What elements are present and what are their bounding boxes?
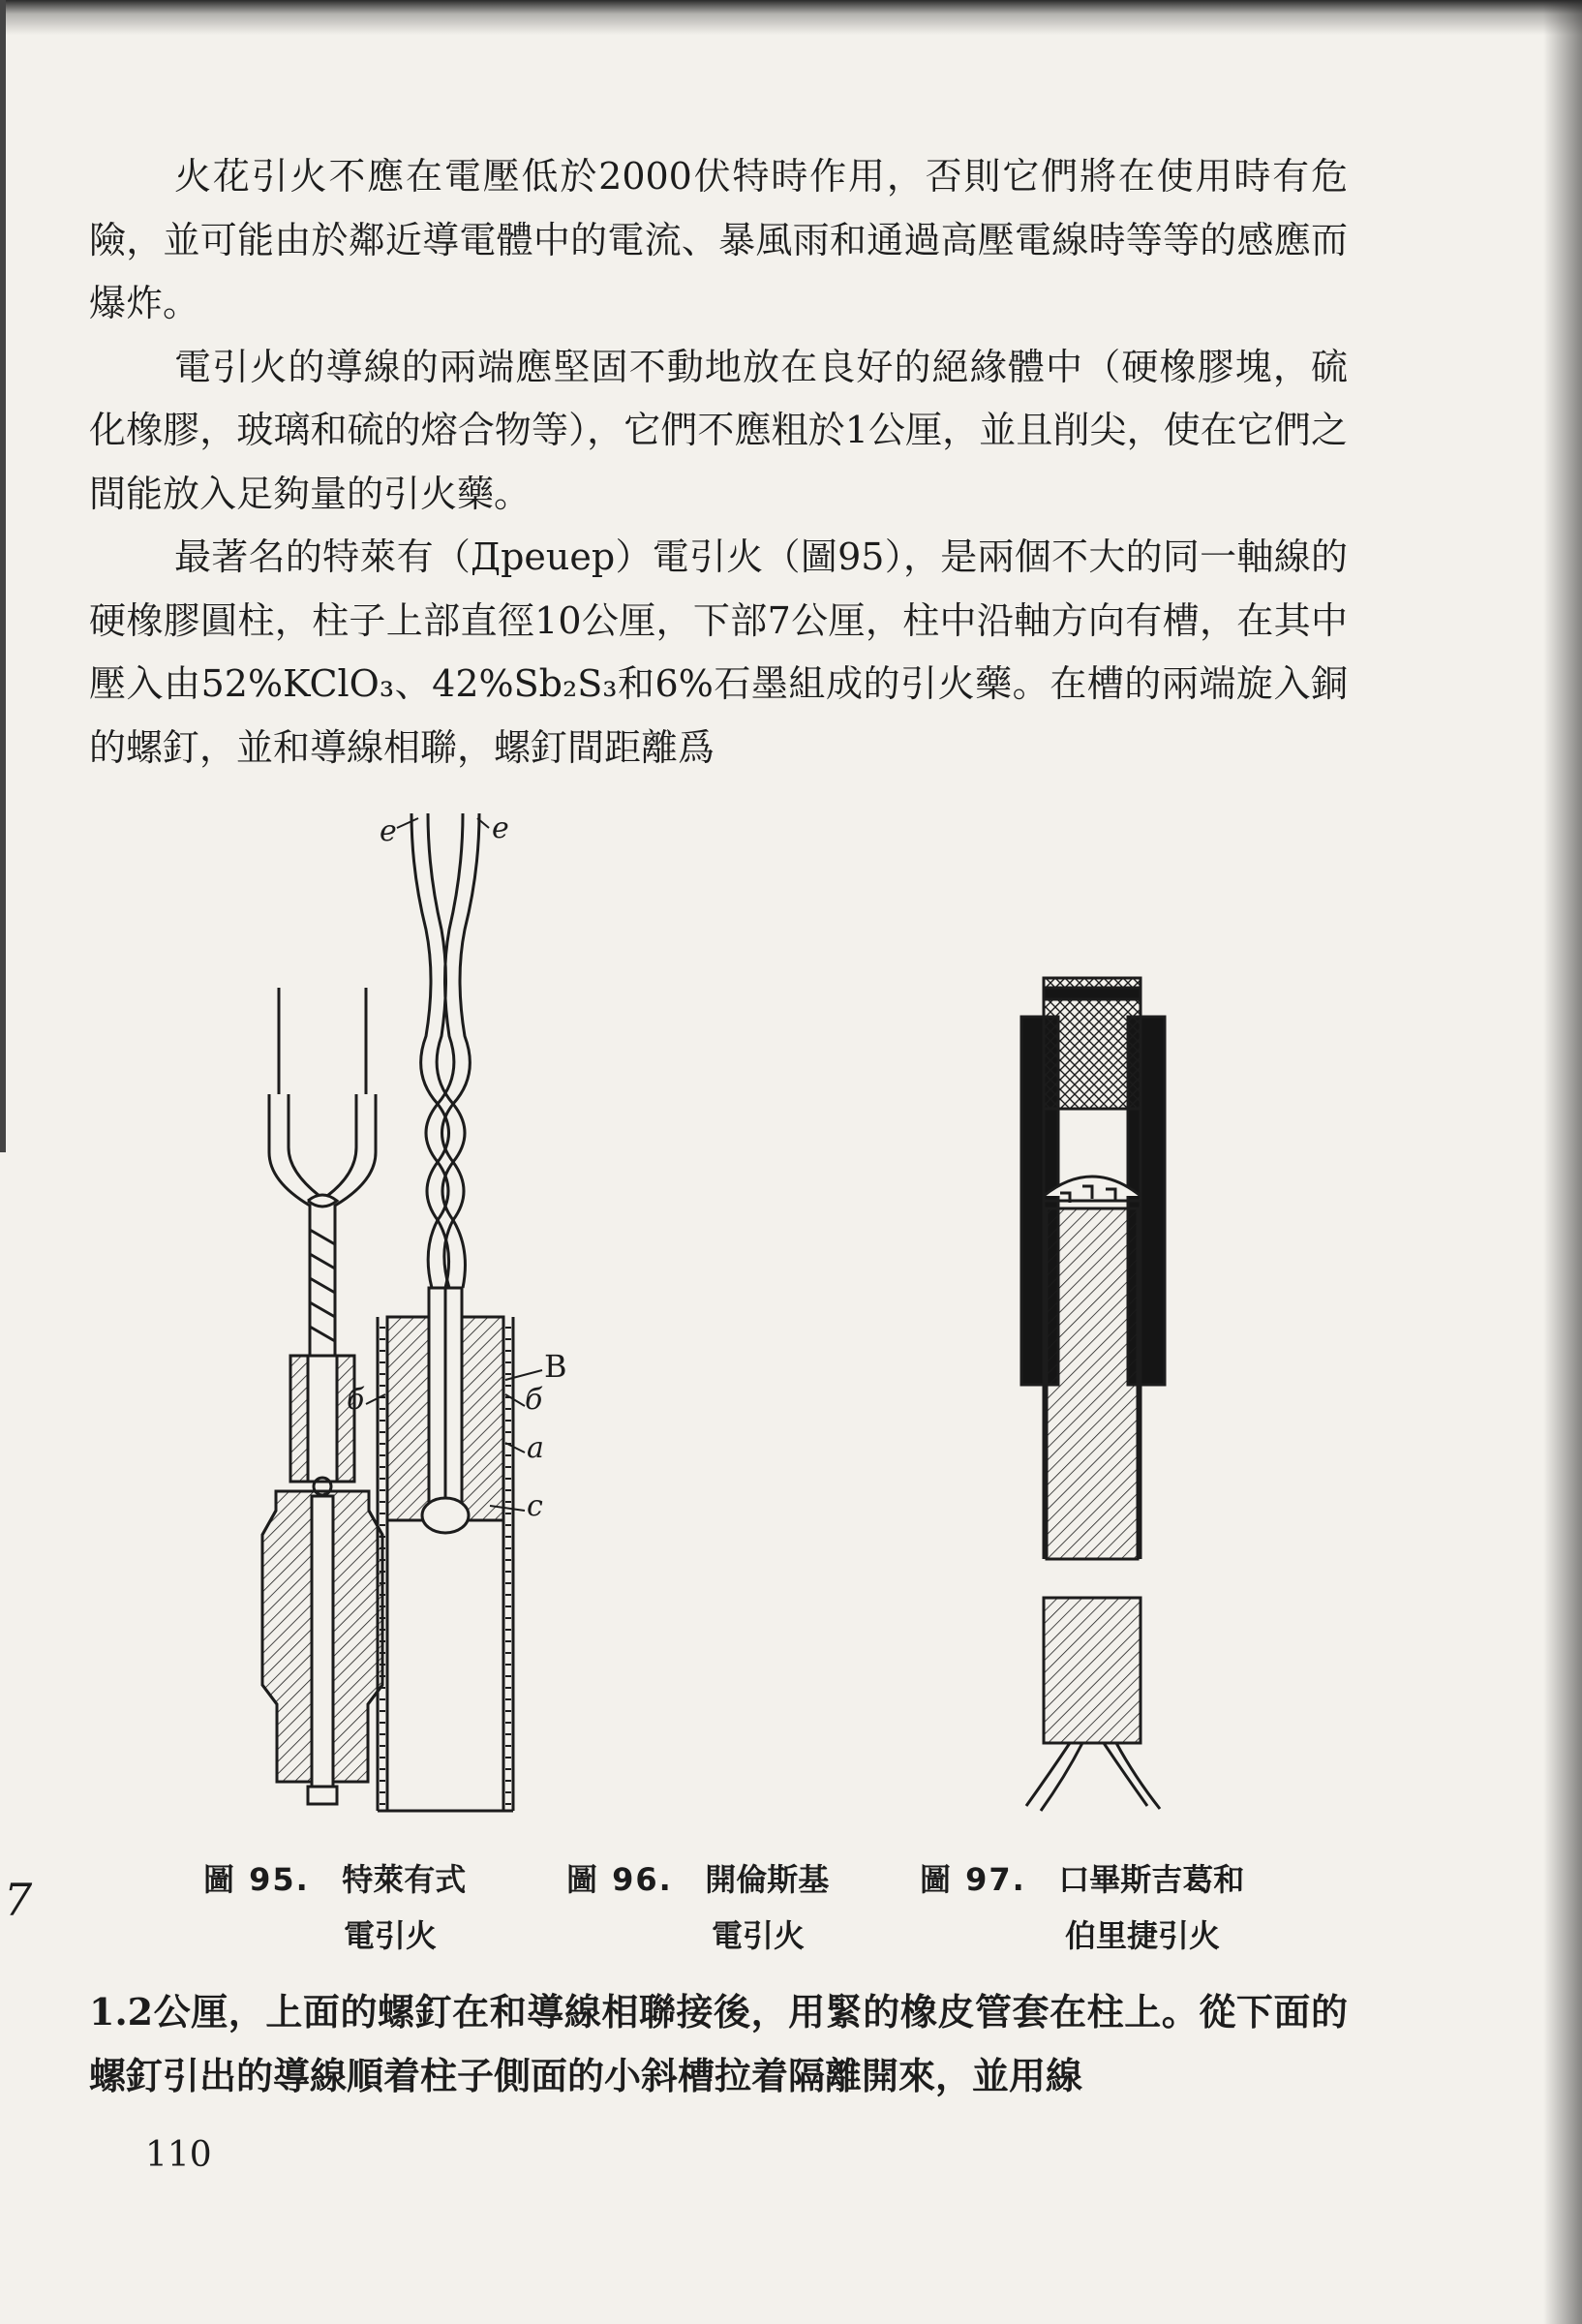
label-b-right: б: [525, 1383, 543, 1417]
figure-97-drawing: [1021, 978, 1165, 1811]
page-edge-shadow-left: [0, 0, 6, 1152]
caption-figure-97: [920, 1851, 1244, 1964]
label-B: B: [544, 1348, 567, 1385]
paragraph-1: 火花引火不應在電壓低於2000伏特時作用，否則它們將在使用時有危險，並可能由於鄰近導電體中的電流、暴風雨和通過高壓電線時等等的感應而爆炸。: [89, 155, 1348, 324]
caption-97-line1: 口畢斯吉葛和: [1058, 1861, 1245, 1898]
page-edge-shadow-top: [0, 0, 1582, 35]
caption-95-number: 圖 95.: [203, 1861, 310, 1898]
margin-pencil-mark: 7: [4, 1874, 33, 1926]
label-b-left: б: [347, 1383, 365, 1417]
figures-svg: [252, 813, 1355, 1820]
caption-figure-95: [203, 1851, 466, 1964]
caption-97-number: 圖 97.: [920, 1861, 1026, 1898]
label-a: a: [527, 1431, 544, 1465]
caption-97-line2: 伯里捷引火: [1065, 1917, 1221, 1954]
label-c: c: [527, 1489, 543, 1523]
body-text-bottom: [89, 1980, 1348, 2107]
caption-figure-96: [566, 1851, 829, 1964]
figure-96-drawing: [366, 813, 542, 1811]
paragraph-3: 最著名的特萊有（Дреuер）電引火（圖95），是兩個不大的同一軸線的硬橡膠圓柱，柱子上部直徑10公厘，下部7公厘，柱中沿軸方向有槽，在其中壓入由52%KClO₃、42%Sb₂S₃和6%石墨組成的引火藥。在槽的兩端旋入銅的螺釘，並和導線相聯，螺釘間距離爲: [89, 535, 1348, 769]
caption-96-line1: 開倫斯基: [705, 1861, 830, 1898]
label-e-left: e: [380, 814, 397, 848]
label-e-right: e: [492, 813, 509, 845]
figure-95-drawing: [262, 988, 382, 1804]
paragraph-4: 1.2公厘，上面的螺釘在和導線相聯接後，用緊的橡皮管套在柱上。從下面的螺釘引出的導線順着柱子側面的小斜槽拉着隔離開來，並用線: [89, 1990, 1348, 2097]
caption-95-line1: 特萊有式: [342, 1861, 467, 1898]
page-number: 110: [145, 2135, 212, 2175]
caption-95-line2: 電引火: [344, 1917, 438, 1954]
caption-96-number: 圖 96.: [566, 1861, 673, 1898]
caption-96-line2: 電引火: [712, 1917, 806, 1954]
paragraph-2: 電引火的導線的兩端應堅固不動地放在良好的絕緣體中（硬橡膠塊，硫化橡膠，玻璃和硫的熔合物等），它們不應粗於1公厘，並且削尖，使在它們之間能放入足夠量的引火藥。: [89, 345, 1348, 515]
body-text-top: [89, 145, 1348, 780]
page-edge-shadow-right: [1543, 0, 1582, 2324]
figure-illustrations: [252, 813, 1355, 1820]
